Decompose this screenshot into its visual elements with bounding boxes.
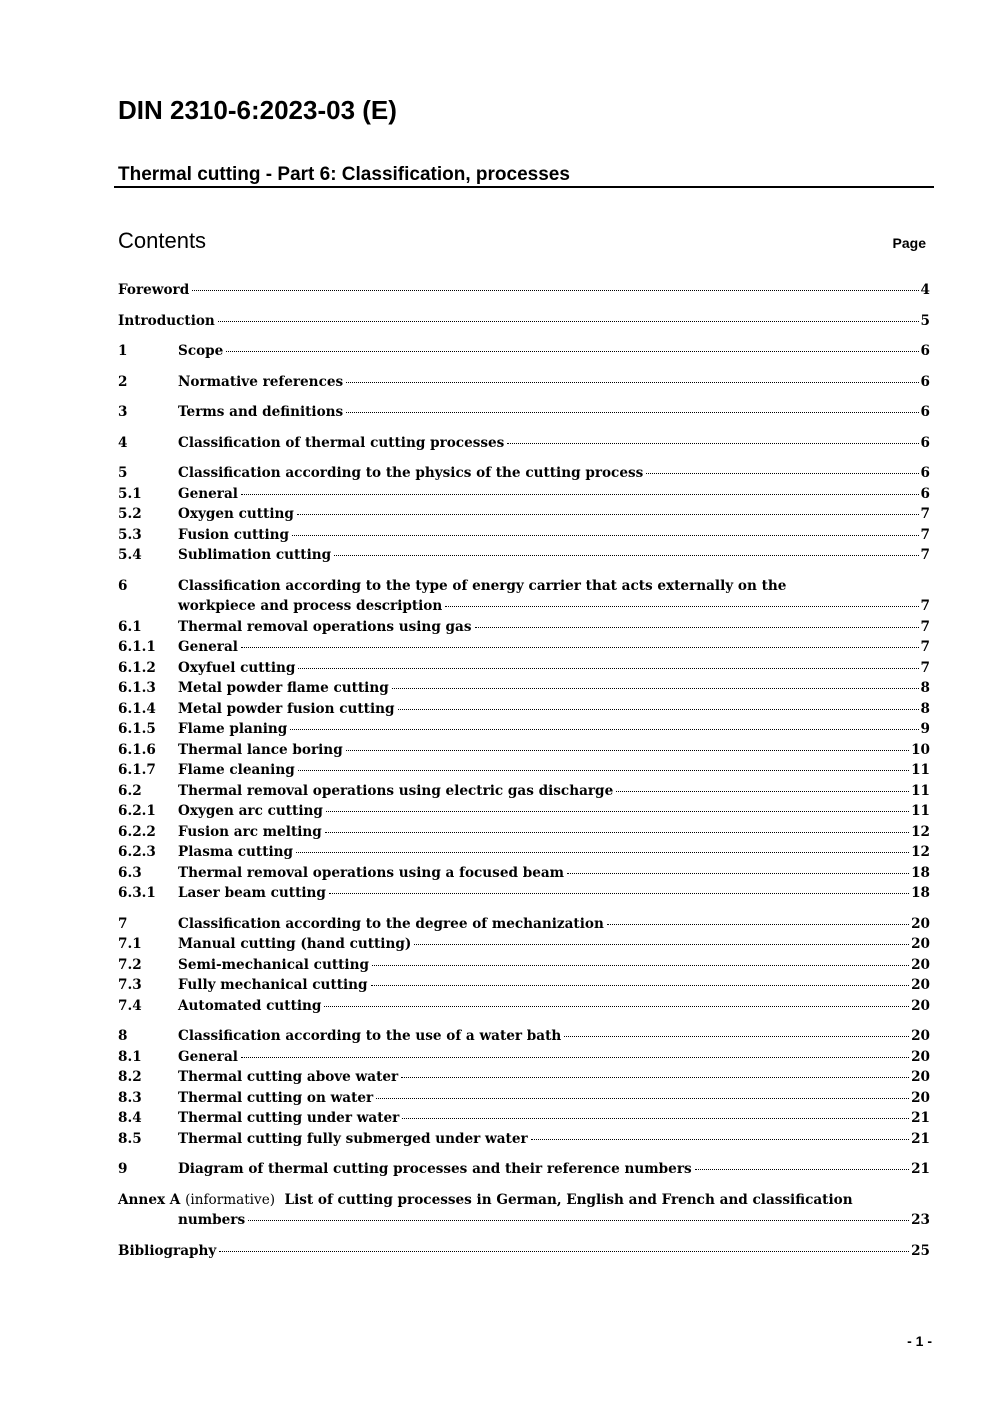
toc-entry-number: 8.5 bbox=[118, 1130, 142, 1147]
toc-annex-entry[interactable] bbox=[118, 1190, 930, 1211]
toc-entry-title: Classification according to the type of energy carrier that acts externally on the bbox=[178, 577, 787, 594]
toc-entry-page: 7 bbox=[920, 526, 930, 543]
toc-entry[interactable] bbox=[118, 341, 930, 362]
toc-entry-title: Introduction bbox=[118, 312, 215, 329]
toc-entry-title: Thermal cutting under water bbox=[178, 1110, 400, 1126]
toc-entry-number: 4 bbox=[118, 434, 128, 451]
dot-leader bbox=[401, 1077, 909, 1078]
toc-entry-page: 8 bbox=[920, 680, 930, 696]
dot-leader bbox=[398, 709, 919, 710]
dot-leader bbox=[297, 514, 919, 515]
toc-entry-number: 5.3 bbox=[118, 526, 142, 543]
dot-leader bbox=[392, 688, 919, 689]
toc-entry-page: 20 bbox=[911, 956, 930, 973]
toc-entry-number: 7.2 bbox=[118, 956, 142, 973]
toc-entry-page: 21 bbox=[911, 1110, 930, 1126]
toc-entry-title: Normative references bbox=[178, 373, 344, 390]
dot-leader bbox=[371, 985, 910, 986]
toc-entry-number: 6.2.3 bbox=[118, 844, 156, 860]
toc-entry[interactable] bbox=[118, 822, 930, 843]
toc-entry[interactable] bbox=[118, 719, 930, 740]
dot-leader bbox=[329, 893, 909, 894]
toc-entry-number: 3 bbox=[118, 404, 128, 420]
toc-entry-title: Sublimation cutting bbox=[178, 547, 332, 563]
toc-entry-number: 5.2 bbox=[118, 506, 142, 522]
toc-entry-number: 8.4 bbox=[118, 1110, 142, 1126]
toc-entry-page: 6 bbox=[920, 373, 930, 390]
toc-entry-page: 20 bbox=[911, 1069, 930, 1085]
toc-entry-number: 6.2.2 bbox=[118, 823, 156, 840]
toc-entry-continuation[interactable] bbox=[118, 596, 930, 617]
dot-leader bbox=[326, 811, 909, 812]
toc-entry-page: 7 bbox=[920, 547, 930, 563]
toc-entry-number: 6 bbox=[118, 577, 128, 594]
dot-leader bbox=[334, 555, 918, 556]
toc-entry-number: 6.1.3 bbox=[118, 680, 156, 696]
dot-leader bbox=[324, 1006, 909, 1007]
toc-entry[interactable] bbox=[118, 781, 930, 802]
dot-leader bbox=[475, 627, 919, 628]
toc-entry-title: Oxygen cutting bbox=[178, 506, 294, 522]
toc-entry-number: 7.1 bbox=[118, 936, 142, 952]
toc-entry-title: General bbox=[178, 1048, 238, 1065]
toc-entry-page: 20 bbox=[911, 977, 930, 993]
dot-leader bbox=[372, 965, 909, 966]
toc-entry-title: Diagram of thermal cutting processes and their reference numbers bbox=[178, 1161, 692, 1177]
toc-entry-number: 6.1.1 bbox=[118, 639, 156, 655]
toc-entry[interactable] bbox=[118, 914, 930, 935]
toc-entry[interactable] bbox=[118, 996, 930, 1017]
toc-entry-page: 8 bbox=[920, 700, 930, 717]
document-subtitle: Thermal cutting - Part 6: Classification, processes bbox=[118, 164, 570, 185]
dot-leader bbox=[346, 382, 918, 383]
toc-entry-number: 9 bbox=[118, 1161, 128, 1177]
toc-entry-number: 6.3 bbox=[118, 864, 142, 881]
toc-entry-page: 20 bbox=[911, 936, 930, 952]
toc-entry-title: Classification of thermal cutting processes bbox=[178, 434, 505, 451]
toc-entry-page: 4 bbox=[920, 282, 930, 298]
bibliography-title: Bibliography bbox=[118, 1242, 217, 1259]
toc-entry[interactable] bbox=[118, 484, 930, 505]
annex-letter: Annex A bbox=[118, 1191, 181, 1208]
toc-entry-page: 12 bbox=[911, 823, 930, 840]
toc-entry-title: Fusion cutting bbox=[178, 526, 290, 543]
dot-leader bbox=[567, 873, 909, 874]
toc-entry-title: Terms and definitions bbox=[178, 404, 344, 420]
toc-entry[interactable] bbox=[118, 760, 930, 781]
dot-leader bbox=[296, 852, 909, 853]
toc-entry[interactable] bbox=[118, 1026, 930, 1047]
toc-entry-page: 20 bbox=[911, 1089, 930, 1106]
toc-entry[interactable] bbox=[118, 1047, 930, 1068]
toc-entry[interactable] bbox=[118, 402, 930, 423]
toc-entry[interactable] bbox=[118, 975, 930, 996]
toc-entry-title: Semi-mechanical cutting bbox=[178, 956, 369, 973]
dot-leader bbox=[414, 944, 909, 945]
bibliography-page: 25 bbox=[911, 1242, 930, 1259]
toc-entry-title: Thermal lance boring bbox=[178, 741, 343, 758]
toc-entry-page: 10 bbox=[911, 741, 930, 758]
toc-annex-continuation[interactable] bbox=[118, 1210, 930, 1231]
toc-entry-number: 6.1.6 bbox=[118, 741, 156, 758]
annex-label bbox=[118, 1190, 285, 1211]
toc-entry-title: Thermal removal operations using gas bbox=[178, 618, 472, 635]
toc-entry-page: 21 bbox=[911, 1130, 930, 1147]
toc-entry-title: General bbox=[178, 639, 238, 655]
toc-entry[interactable] bbox=[118, 1088, 930, 1109]
toc-entry-title-continued: workpiece and process description bbox=[178, 598, 443, 614]
toc-entry-title: Fully mechanical cutting bbox=[178, 977, 368, 993]
toc-entry-number: 1 bbox=[118, 343, 128, 359]
toc-entry-title: Thermal removal operations using electric gas discharge bbox=[178, 782, 614, 799]
toc-entry[interactable] bbox=[118, 525, 930, 546]
toc-entry-title: Classification according to the physics of the cutting process bbox=[178, 465, 644, 481]
toc-entry-number: 2 bbox=[118, 373, 128, 390]
toc-entry-page: 11 bbox=[911, 762, 930, 778]
toc-entry[interactable] bbox=[118, 576, 930, 597]
toc-entry[interactable] bbox=[118, 678, 930, 699]
toc-entry[interactable] bbox=[118, 1159, 930, 1180]
toc-entry[interactable] bbox=[118, 934, 930, 955]
annex-title: List of cutting processes in German, English and French and classification bbox=[284, 1191, 853, 1208]
toc-entry[interactable] bbox=[118, 280, 930, 301]
toc-entry-page: 6 bbox=[920, 465, 930, 481]
footer-page-number: - 1 - bbox=[907, 1333, 932, 1349]
toc-entry[interactable] bbox=[118, 433, 930, 454]
dot-leader bbox=[325, 832, 909, 833]
toc-entry-number: 6.1.5 bbox=[118, 721, 156, 737]
toc-entry[interactable] bbox=[118, 699, 930, 720]
toc-entry[interactable] bbox=[118, 863, 930, 884]
toc-entry-page: 6 bbox=[920, 485, 930, 502]
document-title: DIN 2310-6:2023-03 (E) bbox=[118, 95, 397, 125]
dot-leader bbox=[241, 647, 919, 648]
toc-entry-number: 5.4 bbox=[118, 547, 142, 563]
annex-page: 23 bbox=[911, 1212, 930, 1228]
toc-entry-number: 6.3.1 bbox=[118, 885, 156, 901]
dot-leader bbox=[292, 535, 918, 536]
toc-entry-title: Plasma cutting bbox=[178, 844, 294, 860]
toc-entry-title: Thermal cutting on water bbox=[178, 1089, 374, 1106]
toc-entry-title: Thermal cutting fully submerged under water bbox=[178, 1130, 528, 1147]
toc-entry-page: 5 bbox=[920, 312, 930, 329]
toc-entry-number: 6.1.4 bbox=[118, 700, 156, 717]
dot-leader bbox=[298, 770, 909, 771]
toc-entry-page: 7 bbox=[920, 506, 930, 522]
toc-entry-number: 6.1 bbox=[118, 618, 142, 635]
toc-entry[interactable] bbox=[118, 545, 930, 566]
toc-entry[interactable] bbox=[118, 1129, 930, 1150]
dot-leader bbox=[218, 321, 919, 322]
table-of-contents bbox=[118, 280, 930, 1261]
toc-entry-title: Oxyfuel cutting bbox=[178, 659, 296, 676]
toc-bibliography-entry[interactable] bbox=[118, 1241, 930, 1262]
toc-entry-page: 6 bbox=[920, 404, 930, 420]
toc-entry-page: 7 bbox=[920, 659, 930, 676]
toc-entry[interactable] bbox=[118, 740, 930, 761]
toc-entry-number: 7 bbox=[118, 915, 128, 932]
toc-entry-page: 7 bbox=[920, 598, 930, 614]
toc-entry-page: 6 bbox=[920, 434, 930, 451]
toc-entry-number: 6.2 bbox=[118, 782, 142, 799]
dot-leader bbox=[219, 1251, 909, 1252]
dot-leader bbox=[616, 791, 909, 792]
toc-entry-page: 20 bbox=[911, 1048, 930, 1065]
toc-entry-page: 21 bbox=[911, 1161, 930, 1177]
toc-entry-title: Oxygen arc cutting bbox=[178, 803, 323, 819]
toc-entry-title: Flame cleaning bbox=[178, 762, 295, 778]
dot-leader bbox=[241, 1057, 909, 1058]
toc-entry-number: 5.1 bbox=[118, 485, 142, 502]
dot-leader bbox=[507, 443, 918, 444]
toc-entry-page: 7 bbox=[920, 639, 930, 655]
dot-leader bbox=[646, 473, 918, 474]
title-rule bbox=[114, 186, 934, 188]
dot-leader bbox=[607, 924, 909, 925]
toc-entry-title: Thermal cutting above water bbox=[178, 1069, 399, 1085]
toc-entry-page: 7 bbox=[920, 618, 930, 635]
toc-entry-title: Automated cutting bbox=[178, 997, 322, 1014]
toc-entry-number: 7.4 bbox=[118, 997, 142, 1014]
toc-entry[interactable] bbox=[118, 1108, 930, 1129]
toc-entry-page: 18 bbox=[911, 885, 930, 901]
toc-entry-page: 20 bbox=[911, 1028, 930, 1044]
dot-leader bbox=[346, 750, 909, 751]
dot-leader bbox=[695, 1169, 909, 1170]
toc-entry-title: Classification according to the use of a water bath bbox=[178, 1028, 562, 1044]
toc-entry-page: 18 bbox=[911, 864, 930, 881]
contents-heading: Contents bbox=[118, 228, 207, 253]
dot-leader bbox=[531, 1139, 909, 1140]
toc-entry[interactable] bbox=[118, 372, 930, 393]
toc-entry[interactable] bbox=[118, 883, 930, 904]
toc-entry-title: Manual cutting (hand cutting) bbox=[178, 936, 412, 952]
dot-leader bbox=[192, 290, 918, 291]
toc-entry-title: Fusion arc melting bbox=[178, 823, 322, 840]
dot-leader bbox=[298, 668, 918, 669]
toc-entry-title: Classification according to the degree of mechanization bbox=[178, 915, 604, 932]
toc-entry-title: Foreword bbox=[118, 282, 190, 298]
toc-entry-number: 8.1 bbox=[118, 1048, 142, 1065]
toc-entry[interactable] bbox=[118, 637, 930, 658]
toc-entry[interactable] bbox=[118, 311, 930, 332]
annex-informative: (informative) bbox=[185, 1191, 276, 1208]
dot-leader bbox=[346, 412, 918, 413]
toc-entry-title: Thermal removal operations using a focused beam bbox=[178, 864, 565, 881]
toc-entry-page: 9 bbox=[920, 721, 930, 737]
dot-leader bbox=[445, 606, 918, 607]
dot-leader bbox=[376, 1098, 909, 1099]
dot-leader bbox=[290, 729, 918, 730]
toc-entry-title: Flame planing bbox=[178, 721, 288, 737]
dot-leader bbox=[564, 1036, 909, 1037]
toc-entry-number: 6.1.7 bbox=[118, 762, 156, 778]
toc-entry[interactable] bbox=[118, 658, 930, 679]
dot-leader bbox=[248, 1220, 909, 1221]
toc-entry-number: 6.1.2 bbox=[118, 659, 156, 676]
toc-entry[interactable] bbox=[118, 801, 930, 822]
toc-entry[interactable] bbox=[118, 617, 930, 638]
toc-entry-number: 5 bbox=[118, 465, 128, 481]
toc-entry[interactable] bbox=[118, 955, 930, 976]
dot-leader bbox=[402, 1118, 909, 1119]
toc-entry-page: 12 bbox=[911, 844, 930, 860]
toc-entry-title: Laser beam cutting bbox=[178, 885, 326, 901]
toc-entry-page: 11 bbox=[911, 782, 930, 799]
toc-entry-number: 6.2.1 bbox=[118, 803, 156, 819]
toc-entry[interactable] bbox=[118, 842, 930, 863]
toc-entry-number: 7.3 bbox=[118, 977, 142, 993]
toc-entry-page: 6 bbox=[920, 343, 930, 359]
toc-entry-title: General bbox=[178, 485, 238, 502]
toc-entry-page: 20 bbox=[911, 997, 930, 1014]
toc-entry[interactable] bbox=[118, 504, 930, 525]
toc-entry-title: Scope bbox=[178, 343, 224, 359]
toc-entry-number: 8 bbox=[118, 1028, 128, 1044]
toc-entry-page: 20 bbox=[911, 915, 930, 932]
toc-entry[interactable] bbox=[118, 463, 930, 484]
toc-entry[interactable] bbox=[118, 1067, 930, 1088]
dot-leader bbox=[226, 351, 918, 352]
toc-entry-page: 11 bbox=[911, 803, 930, 819]
page-column-label: Page bbox=[892, 235, 926, 251]
toc-entry-number: 8.3 bbox=[118, 1089, 142, 1106]
toc-entry-title: Metal powder flame cutting bbox=[178, 680, 389, 696]
annex-title-continued: numbers bbox=[178, 1212, 246, 1228]
toc-entry-number: 8.2 bbox=[118, 1069, 142, 1085]
toc-entry-title: Metal powder fusion cutting bbox=[178, 700, 395, 717]
dot-leader bbox=[241, 494, 919, 495]
